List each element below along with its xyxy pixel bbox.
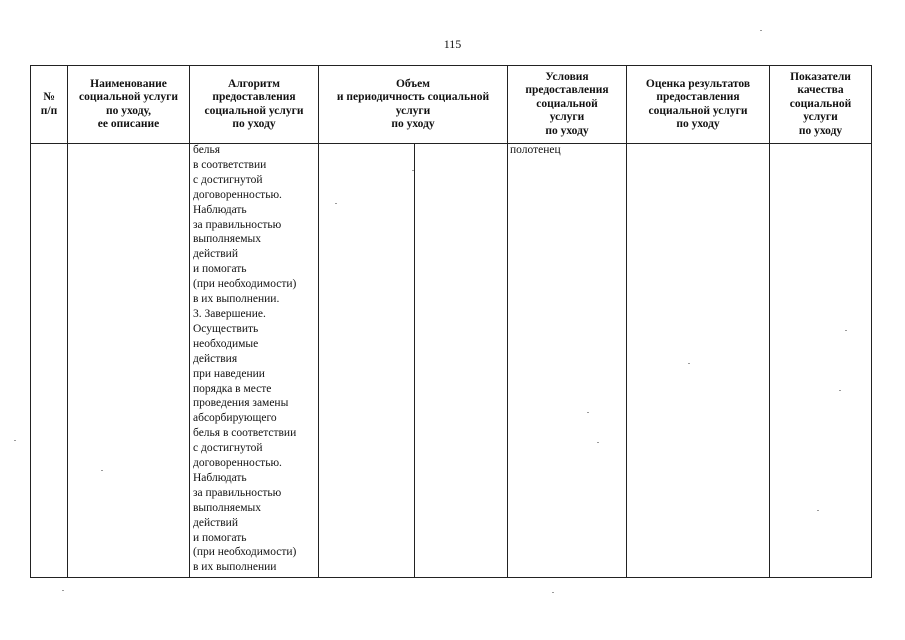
cell-conditions-text: полотенец (510, 144, 561, 156)
header-row (31, 66, 872, 144)
scan-speck (845, 330, 847, 331)
header-conditions-text: Условия предоставления социальной услуги по уходу (525, 70, 609, 137)
scan-speck (412, 170, 414, 171)
cell-algorithm (190, 144, 319, 578)
header-algorithm (190, 66, 319, 144)
header-quality-text: Показатели качества социальной услуги по уходу (789, 70, 852, 137)
header-quality (770, 66, 872, 144)
header-evaluation (627, 66, 770, 144)
header-evaluation-text: Оценка результатов предоставления социальной услуги по уходу (645, 77, 751, 130)
cell-periodicity (415, 144, 508, 578)
scan-speck (101, 470, 103, 471)
header-name-text: Наименование социальной услуги по уходу, ее описание (79, 77, 178, 130)
scan-speck (688, 363, 690, 364)
cell-name (68, 144, 190, 578)
cell-quality (770, 144, 872, 578)
header-num-text: № п/п (40, 91, 58, 117)
scan-speck (552, 592, 554, 593)
scan-speck (14, 440, 16, 441)
header-volume-text: Объем и периодичность социальной услуги по уходу (336, 77, 490, 130)
header-algorithm-text: Алгоритм предоставления социальной услуги по уходу (204, 77, 304, 130)
cell-evaluation (627, 144, 770, 578)
scan-speck (62, 590, 64, 591)
header-num (31, 66, 68, 144)
scan-speck (335, 203, 337, 204)
cell-algorithm-text: белья в соответствии с достигнутой договоренностью. Наблюдать за правильностью выполняемых действий и помогать (при необходимости) в их выполнении. 3. Завершение. Осуществить необходимые действия при наведении порядка в месте проведения замены абсорбирующего белья в соответствии с достигнутой договоренностью. Наблюдать за правильностью выполняемых действий и помогать (при необходимости) в их выполнении (193, 144, 297, 574)
header-volume (319, 66, 508, 144)
page-number: 115 (443, 37, 462, 51)
scan-speck (839, 390, 841, 391)
scan-speck (587, 412, 589, 413)
header-conditions (508, 66, 627, 144)
scan-speck (597, 442, 599, 443)
services-table (30, 65, 872, 578)
cell-volume (319, 144, 415, 578)
header-name (68, 66, 190, 144)
table-row (31, 144, 872, 578)
cell-num (31, 144, 68, 578)
scan-speck (817, 510, 819, 511)
cell-conditions (508, 144, 627, 578)
scan-speck (760, 30, 762, 31)
